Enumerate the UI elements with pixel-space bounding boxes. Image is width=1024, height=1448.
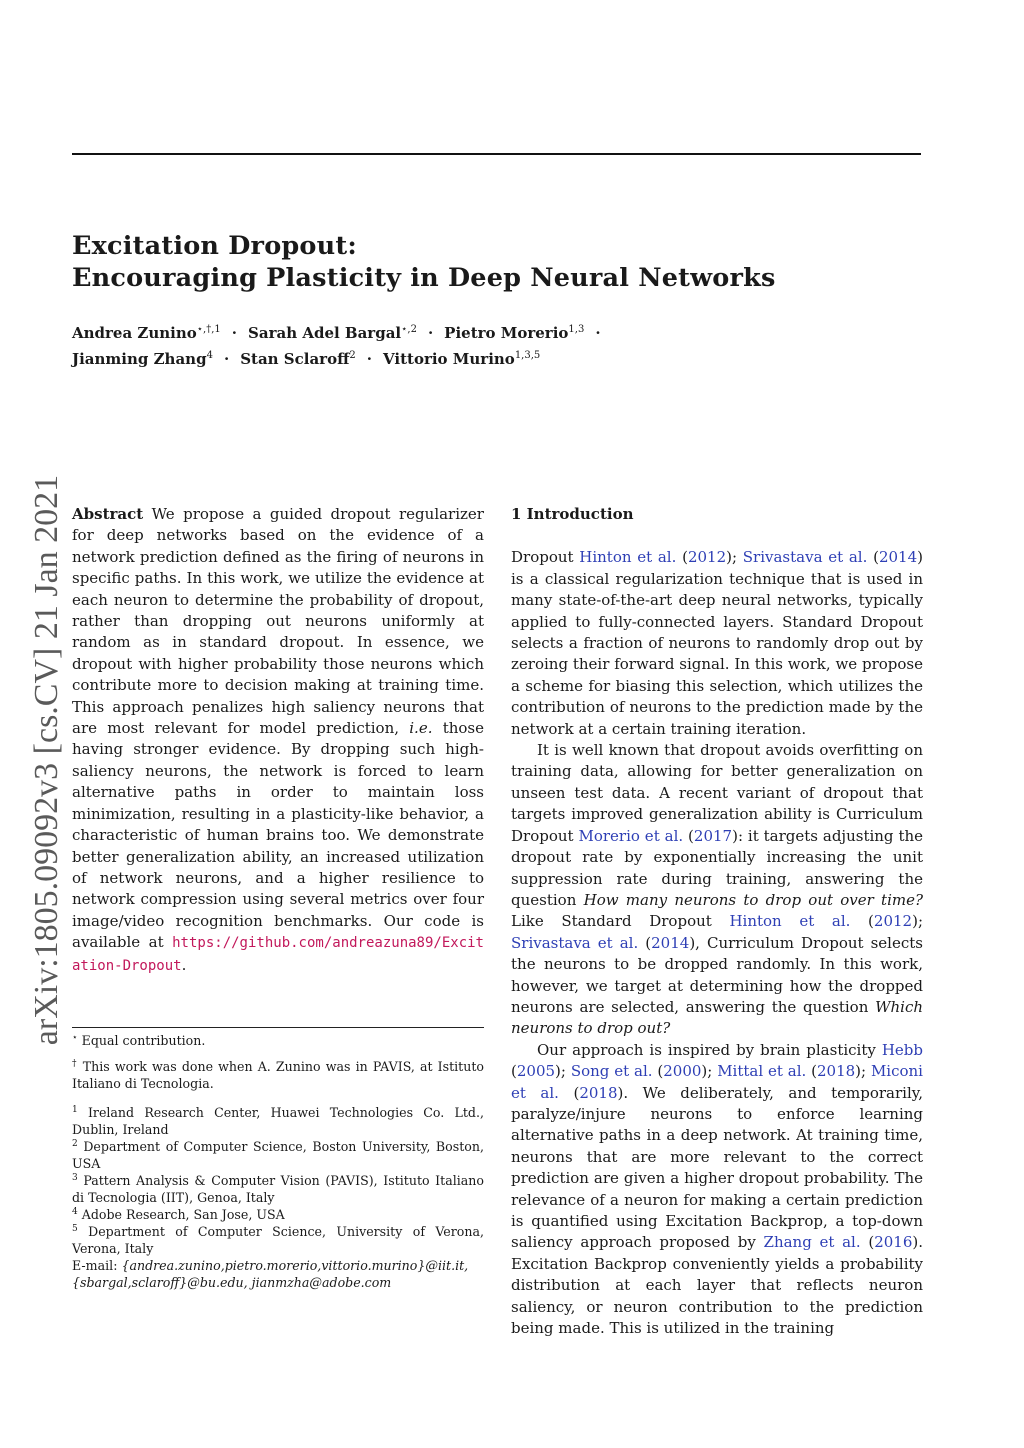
- paragraph-text: (: [652, 1062, 664, 1081]
- section-heading: 1 Introduction: [511, 505, 634, 523]
- paragraph-text: ): it targets adjusting the dropout rate by exponentially increasing the unit suppression rate during training, answering the question: [511, 826, 924, 909]
- intro-paragraph-2: [511, 740, 923, 1040]
- author-affiliation-marks: 1,3,5: [514, 350, 541, 361]
- affiliation-mark: 4: [72, 1207, 78, 1217]
- abstract: [72, 504, 484, 977]
- affiliation-mark: 5: [72, 1224, 78, 1234]
- citation-link[interactable]: 2012: [873, 912, 913, 931]
- affiliation-mark: 1: [72, 1105, 78, 1115]
- citation-link[interactable]: 2005: [516, 1062, 556, 1081]
- introduction-column: [511, 504, 923, 1339]
- paragraph-text: ) is a classical regularization technique that is used in many state-of-the-art deep neural networks, typically applied to fully-connected layers. Standard Dropout selects a fraction of neurons to randomly drop out by zeroing their forward signal. In this work, we propose a scheme for biasing this selection, which utilizes the contribution of neurons to the prediction made by the network at a certain training iteration.: [511, 548, 923, 738]
- paragraph-text: (: [558, 1083, 580, 1102]
- author-affiliation-marks: 4: [206, 350, 213, 361]
- abstract-text-cont: those having stronger evidence. By dropping such high-saliency neurons, the network is forced to learn alternative paths in order to maintain loss minimization, resulting in a plasticity-like behavior, a characteristic of human brains too. We demonstrate better generalization ability, an increased utilization of network neurons, and a higher resilience to network compression using several metrics over four image/video recognition benchmarks. Our code is available at: [72, 719, 484, 952]
- citation-link[interactable]: Hinton et al.: [579, 548, 677, 567]
- author-affiliation-marks: ⋆,†,1: [196, 324, 221, 335]
- footnote-mark: †: [72, 1059, 78, 1069]
- citation-link[interactable]: 2018: [579, 1083, 618, 1102]
- title-line-1: Excitation Dropout:: [72, 231, 357, 261]
- affiliation-list: [72, 1104, 484, 1291]
- footnote-mark: ⋆: [72, 1033, 78, 1043]
- paragraph-text: (: [867, 548, 879, 567]
- footnote-rule: [72, 1027, 484, 1028]
- affiliation-mark: 3: [72, 1173, 78, 1183]
- paragraph-text: );: [701, 1062, 718, 1081]
- author-name: Andrea Zunino: [72, 324, 197, 342]
- email-address[interactable]: {andrea.zunino,pietro.morerio,vittorio.murino}@iit.it,: [121, 1258, 469, 1273]
- paragraph-text: (: [638, 933, 652, 952]
- citation-link[interactable]: Morerio et al.: [578, 826, 684, 845]
- footnote-text: This work was done when A. Zunino was in PAVIS, at Istituto Italiano di Tecnologia.: [72, 1059, 485, 1091]
- paragraph-text: (: [806, 1062, 817, 1081]
- abstract-heading: Abstract: [72, 505, 144, 523]
- author-line-1: [72, 320, 932, 346]
- email-address[interactable]: {sbargal,sclaroff}@bu.edu, jianmzha@adobe.com: [72, 1275, 392, 1290]
- abstract-column: [72, 504, 484, 977]
- affiliation-text: Pattern Analysis & Computer Vision (PAVIS), Istituto Italiano di Tecnologia (IIT), Genoa, Italy: [72, 1173, 484, 1205]
- abstract-ie: i.e.: [409, 719, 433, 738]
- author-affiliation-marks: 2: [349, 350, 356, 361]
- email-line: [72, 1257, 484, 1274]
- paper-title: [72, 230, 932, 294]
- affiliation-text: Department of Computer Science, Boston University, Boston, USA: [72, 1139, 484, 1171]
- affiliation-item: [72, 1206, 484, 1223]
- paragraph-text: );: [855, 1062, 871, 1081]
- affiliation-text: Adobe Research, San Jose, USA: [81, 1207, 285, 1222]
- affiliation-item: [72, 1172, 484, 1206]
- affiliation-text: Department of Computer Science, University of Verona, Verona, Italy: [72, 1224, 484, 1256]
- paragraph-text: (: [511, 1062, 517, 1081]
- author-separator: ·: [427, 324, 434, 342]
- citation-link[interactable]: Srivastava et al.: [511, 933, 639, 952]
- footnote-equal: [72, 1032, 484, 1049]
- citation-link[interactable]: 2014: [878, 548, 918, 567]
- author-affiliation-marks: ⋆,2: [401, 324, 417, 335]
- paragraph-text: Dropout: [511, 548, 580, 567]
- author-separator: ·: [366, 350, 373, 368]
- citation-link[interactable]: 2016: [874, 1233, 913, 1252]
- affiliation-item: [72, 1138, 484, 1172]
- affiliation-item: [72, 1104, 484, 1138]
- arxiv-stamp: arXiv:1805.09092v3 [cs.CV] 21 Jan 2021: [28, 474, 65, 1046]
- paragraph-text: );: [555, 1062, 571, 1081]
- affiliation-mark: 2: [72, 1139, 78, 1149]
- citation-link[interactable]: 2017: [693, 826, 733, 845]
- email-line: [72, 1274, 484, 1291]
- citation-link[interactable]: Srivastava et al.: [742, 548, 868, 567]
- author-affiliation-marks: 1,3: [568, 324, 585, 335]
- citation-link[interactable]: 2018: [816, 1062, 856, 1081]
- paragraph-text: ), Curriculum Dropout selects the neurons to be dropped randomly. In this work, however, we target at determining how the dropped neurons are selected, answering the question: [511, 933, 923, 1016]
- author-list: [72, 320, 932, 372]
- paragraph-text: ). Excitation Backprop conveniently yields a probability distribution at each layer that reflects neuron saliency, or neuron contribution to the prediction being made. This is utilized in the training: [511, 1233, 923, 1338]
- author-separator: ·: [223, 350, 230, 368]
- paragraph-text: Our approach is inspired by brain plasticity: [537, 1040, 882, 1059]
- paragraph-text: It is well known that dropout avoids overfitting on training data, allowing for better generalization on unseen test data. A recent variant of dropout that targets improved generalization ability is Curriculum Dropout: [511, 741, 923, 845]
- paragraph-text: (: [676, 548, 688, 567]
- footnote-pavis: [72, 1058, 484, 1092]
- citation-link[interactable]: Hebb: [881, 1040, 923, 1059]
- header-rule: [72, 153, 921, 155]
- citation-link[interactable]: Zhang et al.: [763, 1233, 861, 1252]
- author-separator: ·: [595, 324, 601, 342]
- author-line-2: [72, 346, 932, 372]
- intro-paragraph-1: [511, 547, 923, 740]
- affiliation-item: [72, 1223, 484, 1257]
- author-name: Jianming Zhang: [72, 350, 207, 368]
- italic-text: Which neurons to drop out?: [511, 997, 923, 1038]
- footnote-text: Equal contribution.: [81, 1033, 206, 1048]
- author-name: Stan Sclaroff: [240, 350, 350, 368]
- affiliation-text: Ireland Research Center, Huawei Technologies Co. Ltd., Dublin, Ireland: [72, 1105, 484, 1137]
- citation-link[interactable]: Song et al.: [570, 1062, 653, 1081]
- author-name: Vittorio Murino: [383, 350, 515, 368]
- citation-link[interactable]: Hinton et al.: [729, 912, 851, 931]
- author-name: Sarah Adel Bargal: [248, 324, 402, 342]
- citation-link[interactable]: 2000: [663, 1062, 702, 1081]
- citation-link[interactable]: Miconi et al.: [511, 1062, 923, 1102]
- paragraph-text: (: [683, 826, 694, 845]
- author-separator: ·: [231, 324, 238, 342]
- intro-paragraph-3: [511, 1040, 923, 1340]
- paragraph-text: (: [860, 1233, 875, 1252]
- paragraph-text: ). We deliberately, and temporarily, paralyze/injure neurons to enforce learning alternative paths in a deep network. At training time, neurons that are more relevant to the correct prediction are given a higher dropout probability. The relevance of a neuron for making a certain prediction is quantified using Excitation Backprop, a top-down saliency approach proposed by: [511, 1083, 923, 1252]
- citation-link[interactable]: Mittal et al.: [717, 1062, 807, 1081]
- abstract-text: We propose a guided dropout regularizer for deep networks based on the evidence of a network prediction defined as the firing of neurons in specific paths. In this work, we utilize the evidence at each neuron to determine the probability of dropout, rather than dropping out neurons uniformly at random as in standard dropout. In essence, we dropout with higher probability those neurons which contribute more to decision making at training time. This approach penalizes high saliency neurons that are most relevant for model prediction,: [72, 505, 484, 738]
- citation-link[interactable]: 2014: [651, 933, 690, 952]
- italic-text: How many neurons to drop out over time?: [583, 890, 924, 909]
- abstract-end: .: [181, 955, 187, 974]
- paragraph-text: );: [726, 548, 743, 567]
- citation-link[interactable]: 2012: [687, 548, 727, 567]
- paragraph-text: );: [912, 912, 923, 931]
- title-line-2: Encouraging Plasticity in Deep Neural Networks: [72, 263, 776, 293]
- paragraph-text: (: [850, 912, 874, 931]
- email-label: E-mail:: [72, 1258, 122, 1273]
- author-name: Pietro Morerio: [444, 324, 569, 342]
- paragraph-text: Like Standard Dropout: [511, 912, 730, 931]
- code-url-link[interactable]: https://github.com/andreazuna89/Excitation-Dropout: [72, 935, 484, 974]
